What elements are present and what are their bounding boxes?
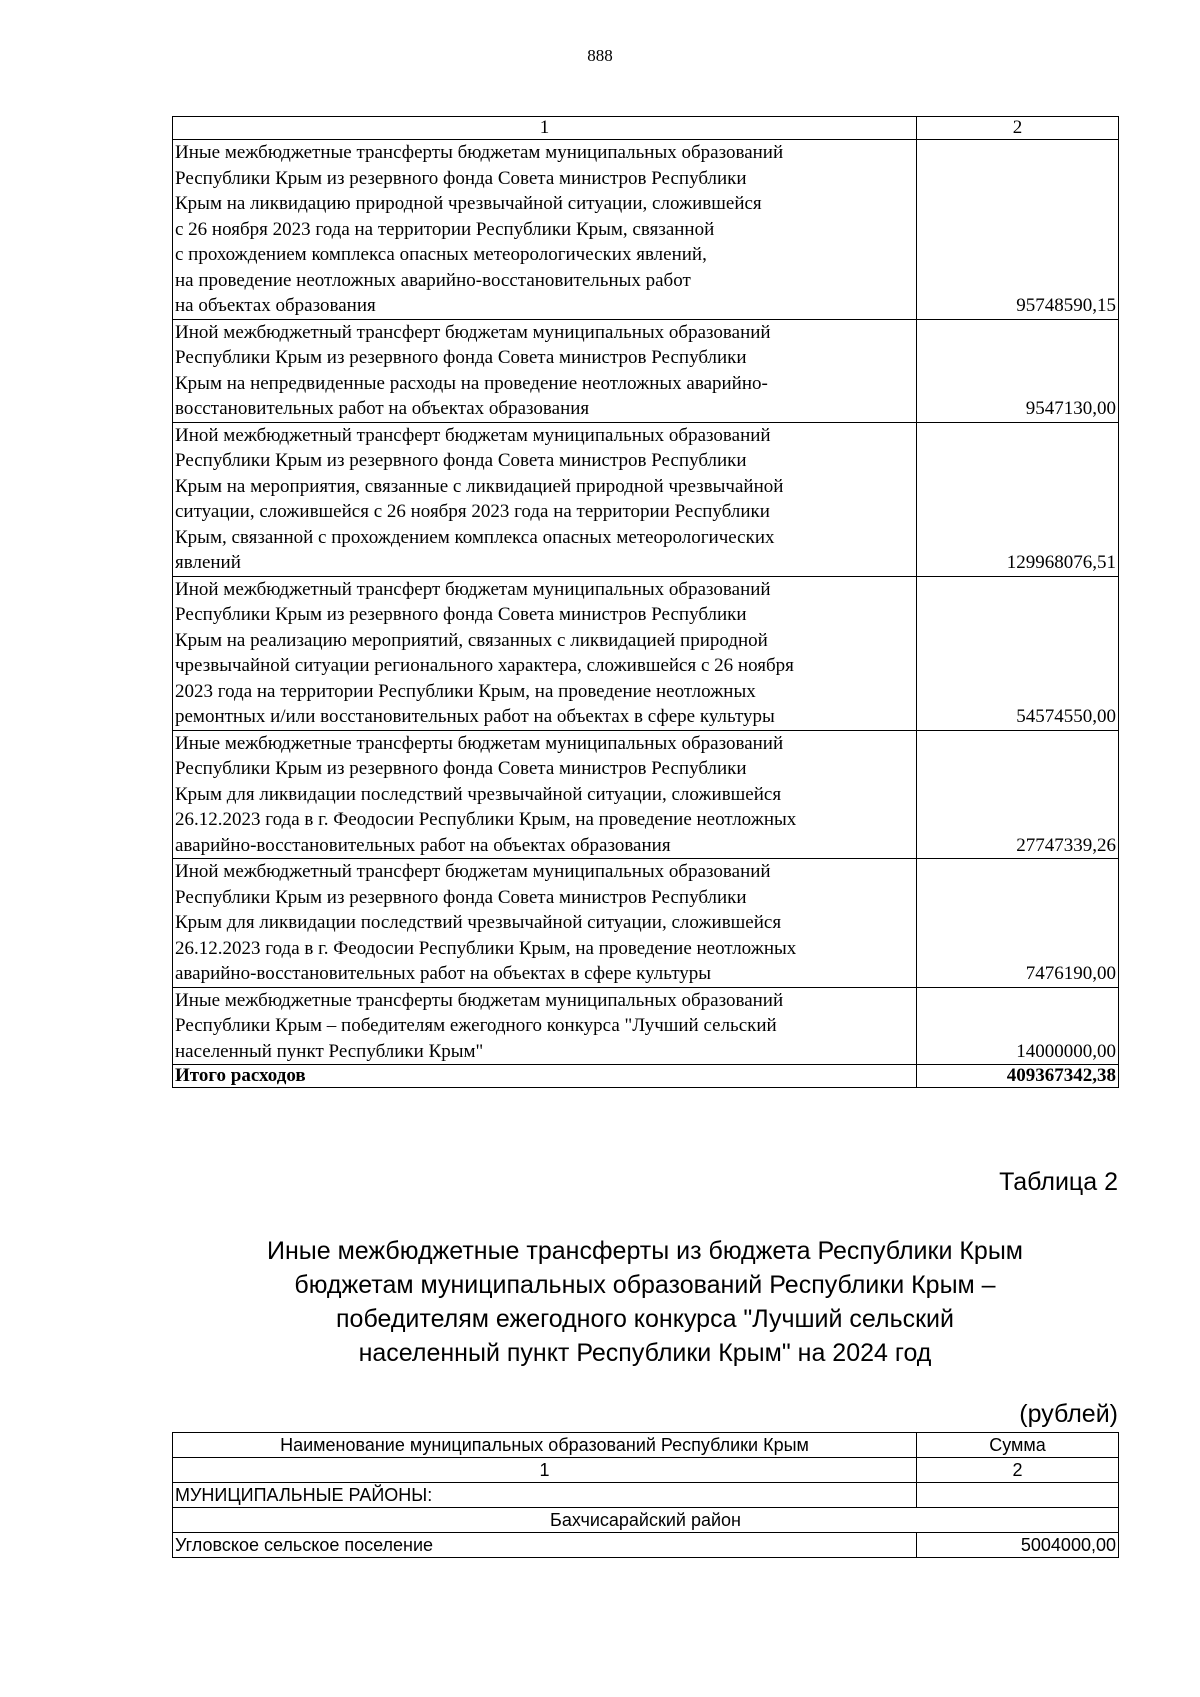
transfer-description: Иные межбюджетные трансферты бюджетам муниципальных образований Республики Крым – победителям ежегодного конкурса "Лучший сельский населенный пункт Республики Крым": [173, 987, 917, 1065]
transfer-amount: 95748590,15: [917, 140, 1119, 320]
transfer-description: Иные межбюджетные трансферты бюджетам муниципальных образований Республики Крым из резервного фонда Совета министров Республики Крым на ликвидацию природной чрезвычайной ситуации, сложившейся с 26 ноября 2023 года на территории Республики Крым, связанной с прохождением комплекса опасных метеорологических явлений, на проведение неотложных аварийно-восстановительных работ на объектах образования: [173, 140, 917, 320]
column-number-1: 1: [173, 1458, 917, 1483]
total-row: [173, 1065, 1119, 1088]
table-title: Иные межбюджетные трансферты из бюджета Республики Крым бюджетам муниципальных образований Республики Крым – победителям ежегодного конкурса "Лучший сельский населенный пункт Республики Крым" на 2024 год: [267, 1237, 1023, 1367]
table-row: [173, 422, 1119, 576]
table-row: [173, 576, 1119, 730]
transfer-description: Иной межбюджетный трансферт бюджетам муниципальных образований Республики Крым из резервного фонда Совета министров Республики Крым на мероприятия, связанные с ликвидацией природной чрезвычайной ситуации, сложившейся с 26 ноября 2023 года на территории Республики Крым, связанной с прохождением комплекса опасных метеорологических явлений: [173, 422, 917, 576]
table-row: [173, 730, 1119, 859]
transfer-amount: 7476190,00: [917, 859, 1119, 988]
column-header-amount: Сумма: [917, 1433, 1119, 1458]
total-label: Итого расходов: [173, 1065, 917, 1088]
table-row: [173, 140, 1119, 320]
empty-cell: [917, 1483, 1119, 1508]
transfers-table: [172, 116, 1119, 1088]
transfer-amount: 9547130,00: [917, 319, 1119, 422]
transfer-amount: 54574550,00: [917, 576, 1119, 730]
transfer-description: Иные межбюджетные трансферты бюджетам муниципальных образований Республики Крым из резервного фонда Совета министров Республики Крым для ликвидации последствий чрезвычайной ситуации, сложившейся 26.12.2023 года в г. Феодосии Республики Крым, на проведение неотложных аварийно-восстановительных работ на объектах образования: [173, 730, 917, 859]
transfer-amount: 129968076,51: [917, 422, 1119, 576]
units-label: (рублей): [1019, 1400, 1118, 1428]
contest-winners-table: [172, 1432, 1119, 1558]
page-number: 888: [587, 46, 613, 65]
total-amount: 409367342,38: [917, 1065, 1119, 1088]
transfer-description: Иной межбюджетный трансферт бюджетам муниципальных образований Республики Крым из резервного фонда Совета министров Республики Крым на непредвиденные расходы на проведение неотложных аварийно- восстановительных работ на объектах образования: [173, 319, 917, 422]
section-label: МУНИЦИПАЛЬНЫЕ РАЙОНЫ:: [173, 1483, 917, 1508]
table-row: [173, 319, 1119, 422]
column-header-name: Наименование муниципальных образований Республики Крым: [173, 1433, 917, 1458]
transfer-amount: 14000000,00: [917, 987, 1119, 1065]
table-label: Таблица 2: [999, 1168, 1118, 1196]
transfer-amount: 27747339,26: [917, 730, 1119, 859]
settlement-amount: 5004000,00: [917, 1533, 1119, 1558]
column-number-1: 1: [173, 117, 917, 140]
table-row: [173, 1533, 1119, 1558]
column-number-2: 2: [917, 117, 1119, 140]
column-number-2: 2: [917, 1458, 1119, 1483]
table-header-row: [173, 1433, 1119, 1458]
column-number-row: [173, 1458, 1119, 1483]
district-row: [173, 1508, 1119, 1533]
transfer-description: Иной межбюджетный трансферт бюджетам муниципальных образований Республики Крым из резервного фонда Совета министров Республики Крым для ликвидации последствий чрезвычайной ситуации, сложившейся 26.12.2023 года в г. Феодосии Республики Крым, на проведение неотложных аварийно-восстановительных работ на объектах в сфере культуры: [173, 859, 917, 988]
section-row: [173, 1483, 1119, 1508]
settlement-name: Угловское сельское поселение: [173, 1533, 917, 1558]
transfer-description: Иной межбюджетный трансферт бюджетам муниципальных образований Республики Крым из резервного фонда Совета министров Республики Крым на реализацию мероприятий, связанных с ликвидацией природной чрезвычайной ситуации регионального характера, сложившейся с 26 ноября 2023 года на территории Республики Крым, на проведение неотложных ремонтных и/или восстановительных работ на объектах в сфере культуры: [173, 576, 917, 730]
table-header-row: [173, 117, 1119, 140]
table-row: [173, 859, 1119, 988]
district-name: Бахчисарайский район: [173, 1508, 1119, 1533]
table-row: [173, 987, 1119, 1065]
